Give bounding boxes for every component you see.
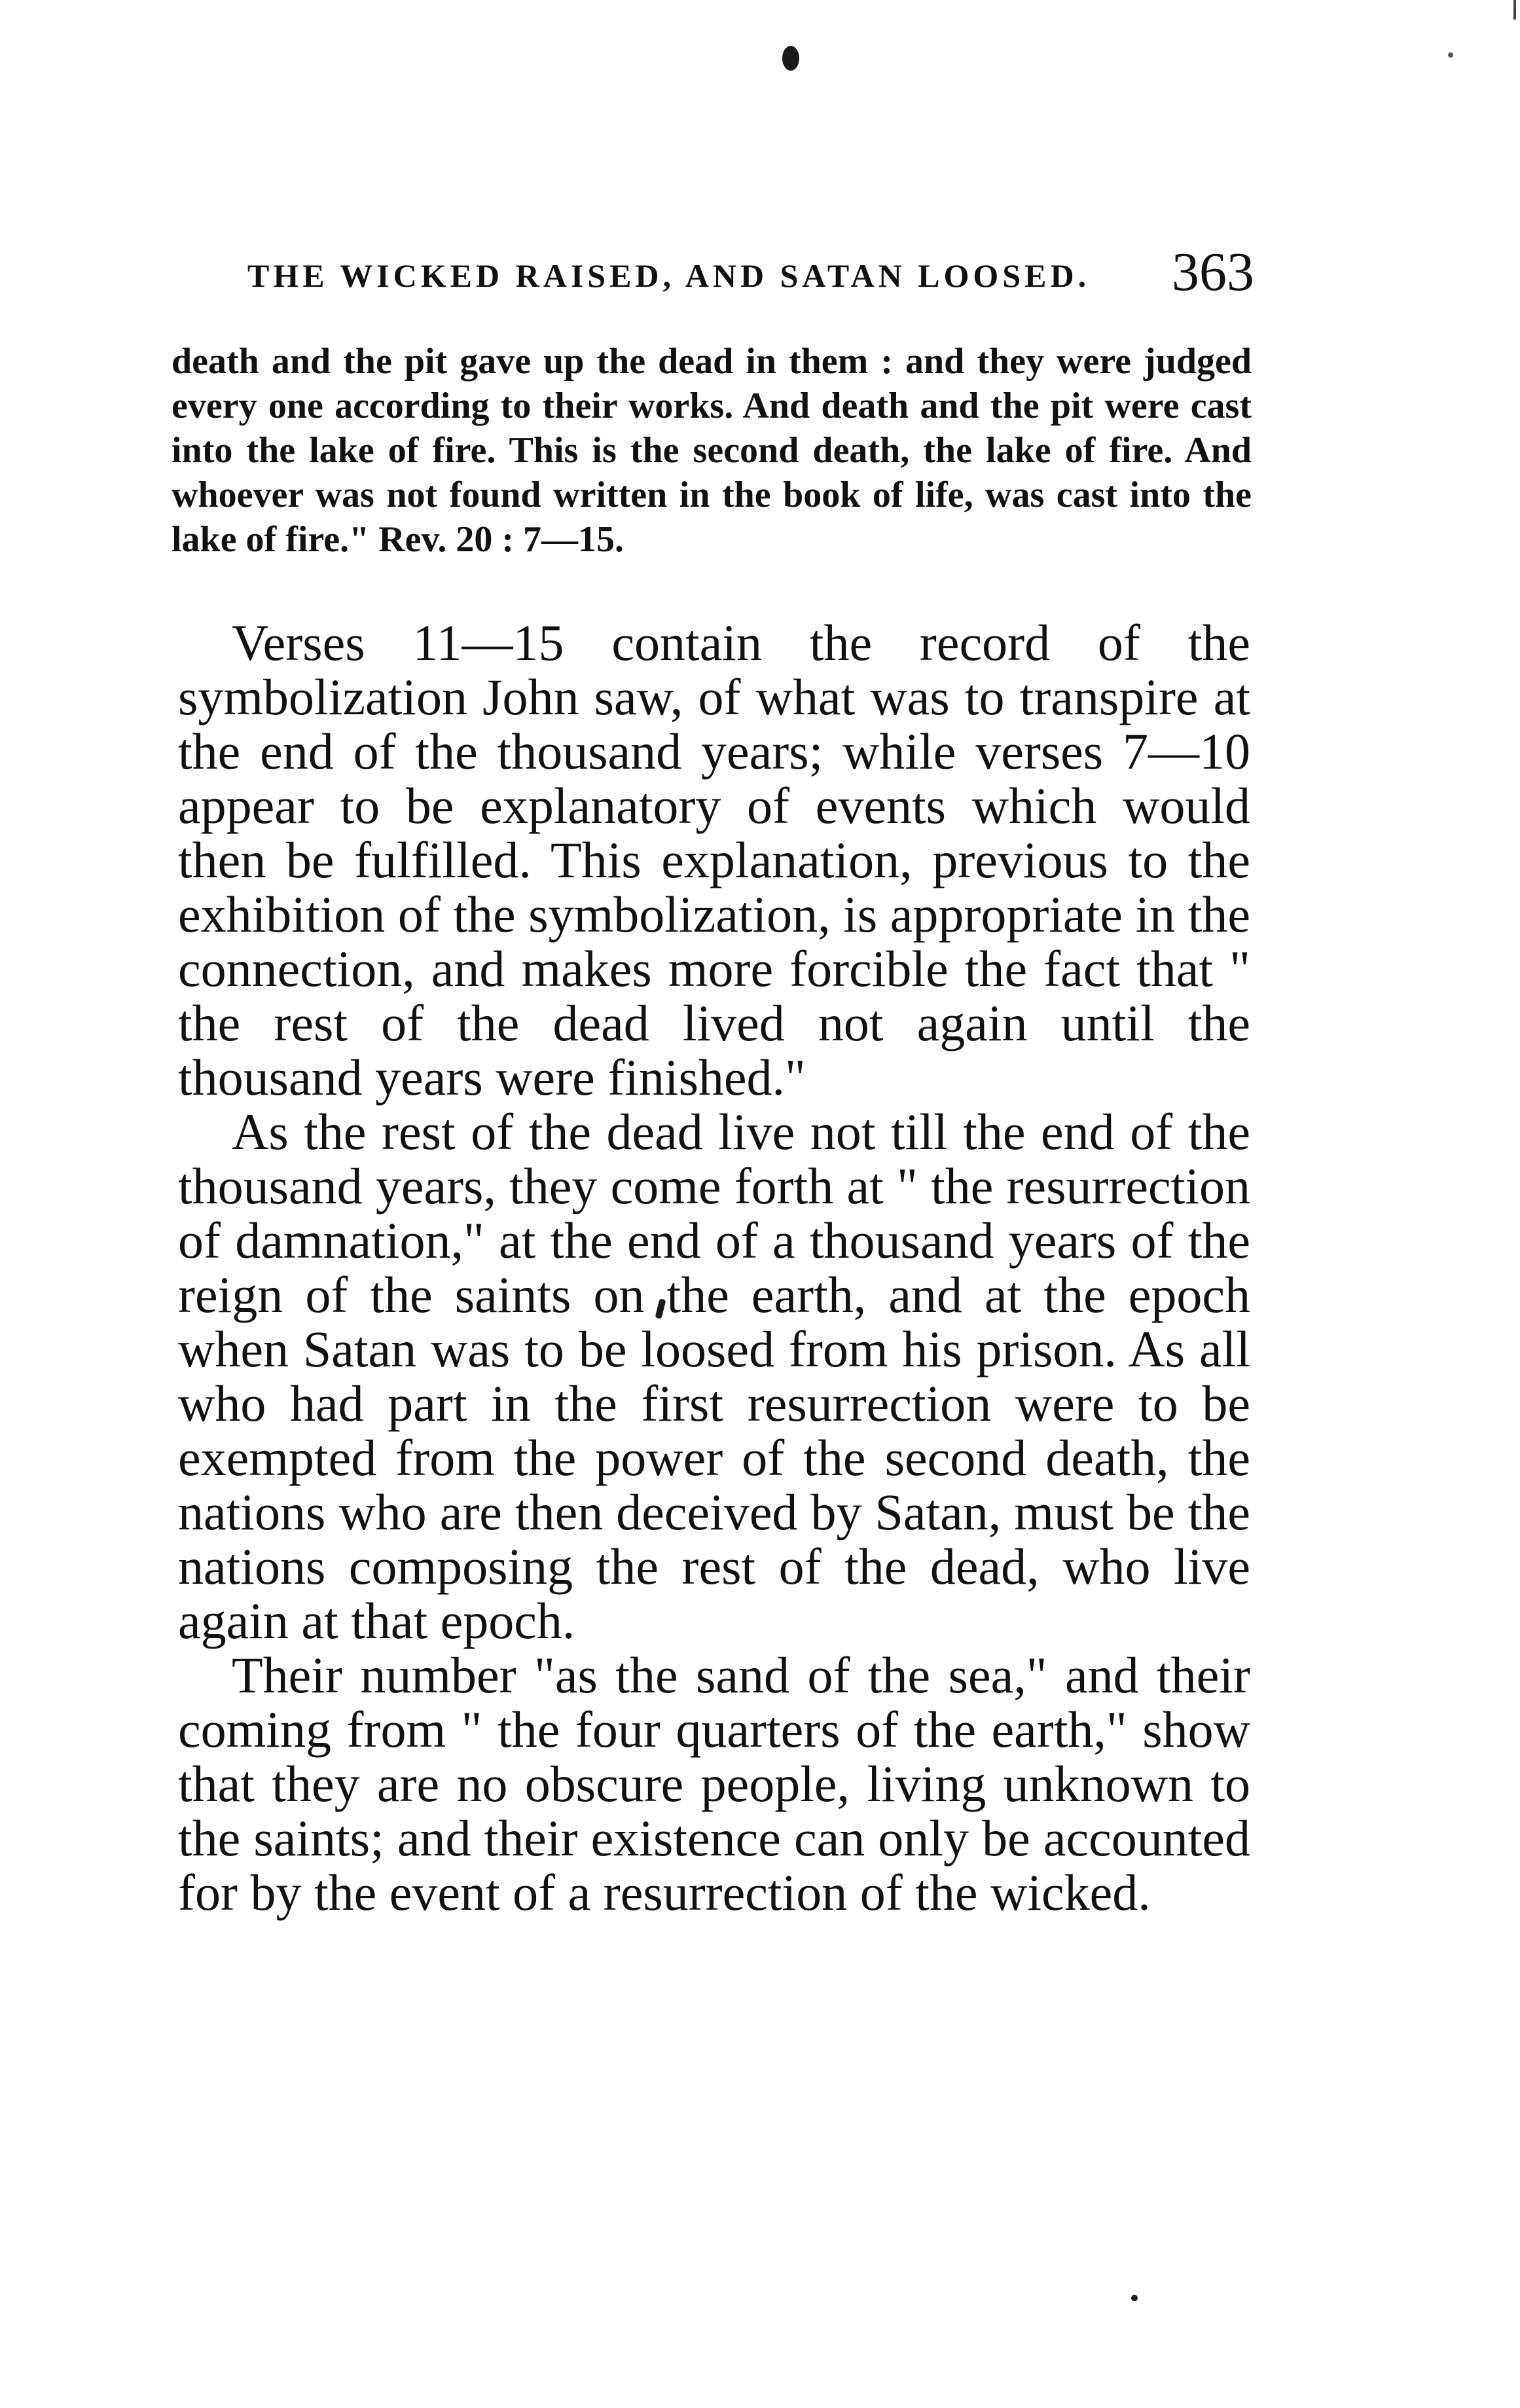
scripture-quote-text: death and the pit gave up the dead in them : and they were judged every one according to their works. And death and the pit were cast into the lake of fire. This is the second death, the lake of fire. And whoever was not found written in the book of life, was cast into the lake of fire." Rev. 20 : 7—15.	[172, 341, 1252, 560]
scripture-quote-block	[172, 339, 1252, 562]
ink-speck	[1448, 52, 1453, 58]
scan-edge-mark	[1513, 0, 1516, 20]
body-text	[178, 615, 1250, 1920]
paragraph: Verses 11—15 contain the record of the symbolization John saw, of what was to transpire at the end of the thousand years; while verses 7—10 appear to be explanatory of events which would then be fulfilled. This explanation, previous to the exhibition of the symbolization, is appropriate in the connection, and makes more forcible the fact that " the rest of the dead lived not again until the thousand years were finished."	[178, 614, 1250, 1106]
page-header	[247, 240, 1254, 300]
running-title: THE WICKED RAISED, AND SATAN LOOSED.	[247, 257, 1091, 294]
ink-speck	[1131, 2295, 1138, 2301]
paragraph: Their number "as the sand of the sea," and their coming from " the four quarters of the earth," show that they are no obscure people, living unknown to the saints; and their existence can only be accounted for by the event of a resurrection of the wicked.	[178, 1647, 1250, 1921]
ink-blot-decoration	[782, 46, 799, 71]
page-number: 363	[1172, 242, 1254, 302]
paragraph: As the rest of the dead live not till the end of the thousand years, they come forth at " the resurrection of damnation," at the end of a thousand years of the reign of the saints on the earth, and at the epoch when Satan was to be loosed from his prison. As all who had part in the first resurrection were to be exempted from the power of the second death, the nations who are then deceived by Satan, must be the nations composing the rest of the dead, who live again at that epoch.	[178, 1103, 1250, 1649]
